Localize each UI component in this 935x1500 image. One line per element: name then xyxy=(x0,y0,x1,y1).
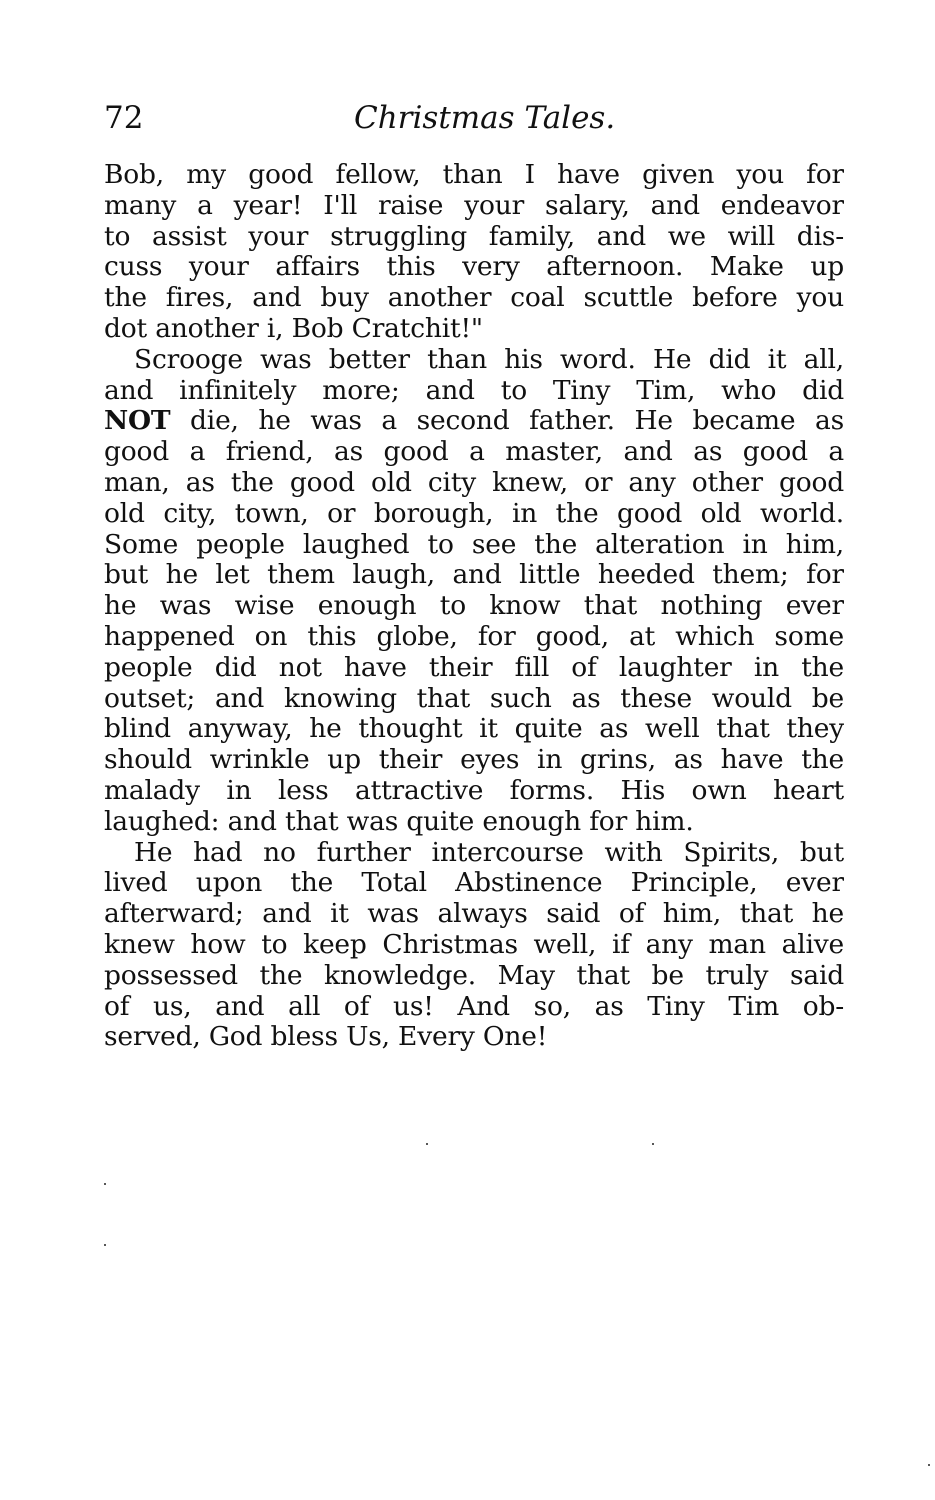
text-line: blind anyway, he thought it quite as well that they xyxy=(104,714,844,745)
text-line: Scrooge was better than his word. He did it all, xyxy=(134,344,844,375)
text-line: the fires, and buy another coal scuttle before you xyxy=(104,283,844,314)
text-line: dot another i, Bob Cratchit!" xyxy=(104,313,483,344)
emphasized-word: NOT xyxy=(104,406,171,437)
text-line: old city, town, or borough, in the good old world. xyxy=(104,498,844,529)
text-line: malady in less attractive forms. His own heart xyxy=(104,775,844,806)
text-line: Bob, my good fellow, than I have given you for xyxy=(104,160,844,190)
print-speck xyxy=(104,1244,106,1246)
text-line: lived upon the Total Abstinence Principle, ever xyxy=(104,868,844,899)
text-line: he was wise enough to know that nothing ever xyxy=(104,591,844,622)
paragraph xyxy=(104,345,844,838)
text-line: Some people laughed to see the alteration in him, xyxy=(104,529,844,560)
text-line: possessed the knowledge. May that be truly said xyxy=(104,960,844,991)
paragraph xyxy=(104,838,844,1054)
text-line: of us, and all of us! And so, as Tiny Tim ob- xyxy=(104,991,844,1022)
text-line: to assist your struggling family, and we will dis- xyxy=(104,221,844,252)
text-line: happened on this globe, for good, at which some xyxy=(104,621,844,652)
text-line: served, God bless Us, Every One! xyxy=(104,1022,548,1053)
page-number: 72 xyxy=(104,100,144,136)
text-line: afterward; and it was always said of him, that he xyxy=(104,899,844,930)
text-line: good a friend, as good a master, and as good a xyxy=(104,437,844,468)
text-line: but he let them laugh, and little heeded them; for xyxy=(104,560,844,591)
text-line: people did not have their fill of laughter in the xyxy=(104,652,844,683)
running-title: Christmas Tales. xyxy=(354,100,616,136)
print-speck xyxy=(652,1143,654,1145)
text-line: man, as the good old city knew, or any other good xyxy=(104,467,844,498)
text-line: cuss your affairs this very afternoon. Make up xyxy=(104,252,844,283)
print-speck xyxy=(928,1464,930,1466)
body-text xyxy=(104,160,844,1053)
text-line: laughed: and that was quite enough for him. xyxy=(104,806,694,837)
text-line: knew how to keep Christmas well, if any man alive xyxy=(104,929,844,960)
text-line: outset; and knowing that such as these would be xyxy=(104,683,844,714)
page-header xyxy=(104,96,844,140)
text-line: many a year! I'll raise your salary, and endeavor xyxy=(104,190,844,221)
text-line: He had no further intercourse with Spirits, but xyxy=(134,837,844,868)
paragraph xyxy=(104,160,844,345)
print-speck xyxy=(426,1143,428,1145)
text-line: NOT die, he was a second father. He became as xyxy=(104,406,844,437)
text-line: and infinitely more; and to Tiny Tim, who did xyxy=(104,375,844,406)
text-line: should wrinkle up their eyes in grins, as have the xyxy=(104,745,844,776)
print-speck xyxy=(104,1183,106,1185)
